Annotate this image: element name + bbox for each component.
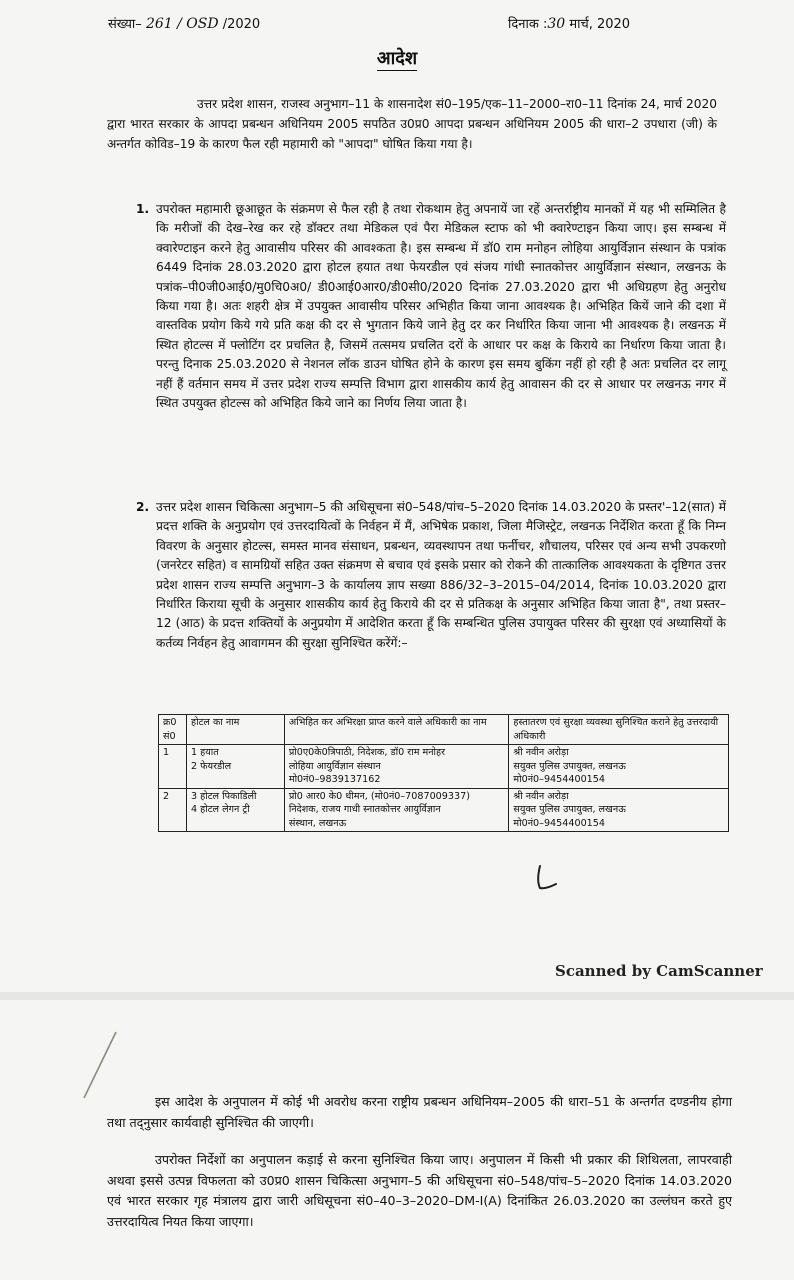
hotel-name: 1 हयात (190, 747, 219, 758)
officer-line: संस्थान, लखनऊ (288, 817, 347, 829)
responsible-line: मो0नं0–9454400154 (513, 774, 605, 785)
hotel-assignment-table (158, 714, 729, 832)
header-responsible: हस्तातरण एवं सुरक्षा व्यवस्था सुनिश्चित कराने हेतु उत्तरदायी अधिकारी (509, 715, 729, 745)
signature-mark (528, 862, 568, 892)
responsible-line: सयुक्त पुलिस उपायुक्त, लखनऊ (513, 804, 626, 815)
reference-prefix: संख्या– (108, 17, 142, 32)
intro-paragraph: उत्तर प्रदेश शासन, राजस्व अनुभाग–11 के शासनादेश सं0–195/एक–11–2000–रा0–11 दिनांक 24, मार्च 2020 द्वारा भारत सरकार के आपदा प्रबन्धन अधिनियम 2005 सपठित उ0प्र0 आपदा प्रबन्धन अधिनियम 2005 की धारा–2 उपधारा (जी) के अन्तर्गत कोविड–19 के कारण फैल रही महामारी को "आपदा" घोषित किया गया है। (107, 97, 717, 151)
responsible-line: श्री नवीन अरोड़ा (513, 790, 569, 802)
officer-line: निदेशक, राजय गाधी स्नातकोत्तर आयुर्विज्ञान (288, 804, 441, 815)
reference-handwritten: 261 / OSD (145, 16, 219, 32)
header-officer: अभिहित कर अभिरक्षा प्राप्त करने वाले अधिकारी का नाम (284, 715, 509, 745)
header-sno: क्र0 सं0 (159, 715, 187, 745)
scanner-watermark: Scanned by CamScanner (555, 962, 763, 980)
point-2-number: 2. (136, 500, 150, 514)
table-row (159, 788, 729, 832)
date-rest: मार्च, 2020 (569, 17, 631, 32)
hotel-name: 4 होटल लेगन ट्री (190, 804, 250, 815)
point-1-number: 1. (136, 202, 150, 216)
cell-responsible (509, 745, 729, 789)
pen-stroke-mark (80, 1030, 120, 1100)
date-handwritten: 30 (547, 16, 566, 32)
responsible-line: श्री नवीन अरोड़ा (513, 747, 569, 758)
header-hotel: होटल का नाम (186, 715, 284, 745)
date-label: दिनाक : (508, 17, 548, 32)
cell-responsible (509, 788, 729, 832)
responsible-line: मो0नं0–9454400154 (513, 817, 605, 829)
cell-sno: 2 (159, 788, 187, 832)
table-row (159, 745, 729, 789)
cell-officer (284, 745, 509, 789)
reference-number (108, 14, 260, 32)
order-title-text: आदेश (376, 48, 418, 69)
point-1 (106, 200, 726, 413)
officer-line: प्रो0 आर0 के0 धीमन, (मो0नं0–7087009337) (288, 790, 470, 802)
hotel-name: 3 होटल पिकाडिली (190, 790, 257, 802)
document-page-2 (0, 1000, 794, 1280)
date-line (508, 14, 630, 32)
table-header-row (159, 715, 729, 745)
point-2 (106, 498, 726, 653)
compliance-paragraph: इस आदेश के अनुपालन में कोई भी अवरोध करना राष्ट्रीय प्रबन्धन अधिनियम–2005 की धारा–51 के अन्तर्गत दण्डनीय होगा तथा तद्नुसार कार्यवाही सुनिश्चित की जाएगी। (107, 1094, 732, 1130)
officer-line: लोहिया आयुर्विज्ञान संस्थान (288, 760, 381, 772)
hotel-name: 2 फेयरडील (190, 760, 232, 772)
officer-line: प्रो0ए0के0त्रिपाठी, निदेशक, डॉ0 राम मनोहर (288, 747, 446, 758)
cell-hotels (186, 788, 284, 832)
point-1-text: उपरोक्त महामारी छूआछूत के संक्रमण से फैल रही है तथा रोकथाम हेतु अपनायें जा रहें अन्तर्राष्ट्रीय मानकों में यह भी सम्मिलित है कि मरीजों की देख–रेख कर रहे डॉक्टर तथा मेडिकल एवं पैरा मेडिकल स्टाफ को भी क्वारेण्टाइन किया जाए। इस सम्बन्ध में क्वारेण्टाइन करने हेतु आवासीय परिसर की आवश्कता है। इस सम्बन्ध में डॉ0 राम मनोहन लोहिया आयुर्विज्ञान संस्थान के पत्रांक 6449 दिनांक 28.03.2020 द्वारा होटल हयात तथा फेयरडील एवं संजय गांधी स्नातकोत्तर आयुर्विज्ञान संस्थान, लखनऊ के पत्रांक–पी0जी0आई0/मु0चि0अ0/ डी0आई0आर0/डी0सी0/2020 दिनांक 27.03.2020 द्वारा भी अधिग्रहण हेतु अनुरोध किया गया है। अतः शहरी क्षेत्र में उपयुक्त आवासीय परिसर अभिहीत किया जाना आवश्यक है। अभिहित कियें जाने की दशा में वास्तविक प्रयोग किये गये प्रति कक्ष की दर से भुगतान किये जाने हेतु दर कर निर्धारित किया जाना भी आवश्यक है। लखनऊ में स्थित होटल्स में फ्लोटिंग दर प्रचलित है, जिसमें तत्समय प्रचलित दरों के आधार पर कक्ष के किराये का निर्धारण किया जाता है। परन्तु दिनाक 25.03.2020 से नेशनल लॉक डाउन घोषित होने के कारण इस समय बुकिंग नहीं हो रही है अतः प्रचलित दर लागू नहीं हैं वर्तमान समय में उत्तर प्रदेश राज्य सम्पत्ति विभाग द्वारा शासकीय कार्य हेतु आवासन की दर से आधार पर लखनऊ नगर में स्थित उपयुक्त होटल्स को अभिहित किये जाने का निर्णय लिया जाता है। (156, 202, 726, 411)
cell-sno: 1 (159, 745, 187, 789)
point-2-text: उत्तर प्रदेश शासन चिकित्सा अनुभाग–5 की अधिसूचना सं0–548/पांच–5–2020 दिनांक 14.03.2020 के प्रस्तर'–12(सात) में प्रदत्त शक्ति के अनुप्रयोग एवं उत्तरदायित्वों के निर्वहन में मैं, अभिषेक प्रकाश, जिला मैजिस्ट्रेट, लखनऊ निर्देशित करता हूँ कि निम्न विवरण के अनुसार होटल्स, समस्त मानव संसाधन, प्रबन्धन, व्यवस्थापन तथा फर्नीचर, शौचालय, परिसर एवं अन्य सभी उपकरणो (जनरेटर सहित) व सामग्रियों सहित उक्त संक्रमण से बचाव एवं इसके प्रसार को रोकने की तात्कालिक आवश्यकता के दृष्टिगत उत्तर प्रदेश शासन राज्य सम्पत्ति अनुभाग–3 के कार्यालय ज्ञाप सख्या 886/32–3–2015–04/2014, दिनांक 10.03.2020 द्वारा निर्धारित किराया सूची के अनुसार शासकीय कार्य हेतु किराये की दर से प्रतिकक्ष के अनुसार अभिहित किया जाता है", तथा प्रस्तर–12 (आठ) के प्रदत्त शक्तियों के अनुप्रयोग में आदेशित करता हूँ कि सम्बन्धित पुलिस उपायुक्त परिसर की सुरक्षा एवं अध्यासियों के कर्तव्य निर्वहन हेतु आवागमन की सुरक्षा सुनिश्चित करेंगें:– (156, 500, 726, 650)
liability-paragraph: उपरोक्त निर्देशों का अनुपालन कड़ाई से करना सुनिश्चित किया जाए। अनुपालन में किसी भी प्रकार की शिथिलता, लापरवाही अथवा इससे उत्पन्न विफलता को उ0प्र0 शासन चिकित्सा अनुभाग–5 की अधिसूचना सं0–548/पांच–5–2020 दिनांक 14.03.2020 एवं भारत सरकार गृह मंत्रालय द्वारा जारी अधिसूचना सं0–40–3–2020–DM-I(A) दिनांकित 26.03.2020 का उल्लंघन करते हुए उत्तरदायित्व नियत किया जाएगा। (107, 1152, 732, 1229)
responsible-line: सयुक्त पुलिस उपायुक्त, लखनऊ (513, 760, 626, 772)
cell-officer (284, 788, 509, 832)
officer-line: मो0नं0–9839137162 (288, 774, 381, 785)
reference-year: /2020 (222, 17, 261, 32)
cell-hotels (186, 745, 284, 789)
order-title (0, 46, 794, 70)
